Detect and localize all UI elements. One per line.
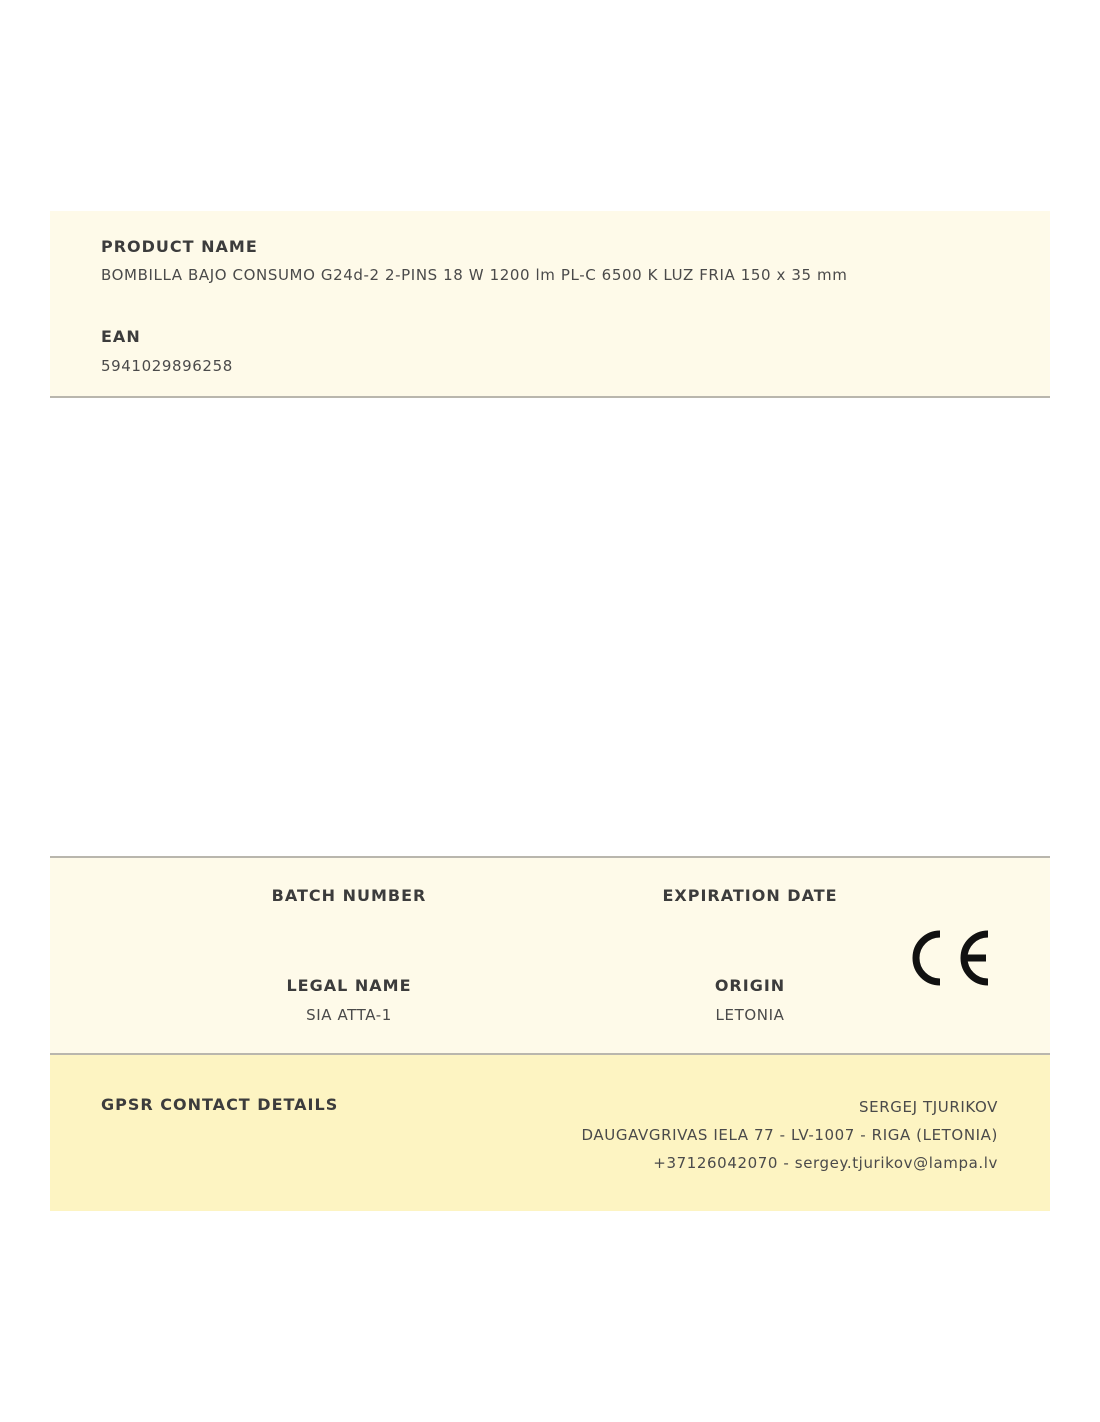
ean-value: 5941029896258 [101,357,233,375]
contact-name: SERGEJ TJURIKOV [859,1098,998,1116]
contact-address: DAUGAVGRIVAS IELA 77 - LV-1007 - RIGA (LETONIA) [581,1126,998,1144]
contact-phone-email: +37126042070 - sergey.tjurikov@lampa.lv [653,1154,998,1172]
batch-number-label: BATCH NUMBER [271,886,427,905]
gpsr-contact-label: GPSR CONTACT DETAILS [101,1095,339,1114]
product-name-label: PRODUCT NAME [101,237,258,256]
product-info-panel [50,211,1050,398]
ean-label: EAN [101,327,141,346]
legal-name-value: SIA ATTA-1 [306,1006,392,1024]
ce-mark-icon [908,928,992,988]
contact-details [582,1093,998,1177]
origin-value: LETONIA [715,1006,785,1024]
legal-name-label: LEGAL NAME [286,976,412,995]
expiration-date-label: EXPIRATION DATE [662,886,838,905]
batch-details-panel [50,856,1050,1055]
origin-label: ORIGIN [714,976,786,995]
product-name-value: BOMBILLA BAJO CONSUMO G24d-2 2-PINS 18 W 1200 lm PL-C 6500 K LUZ FRIA 150 x 35 mm [101,266,848,284]
gpsr-contact-panel [50,1055,1050,1211]
